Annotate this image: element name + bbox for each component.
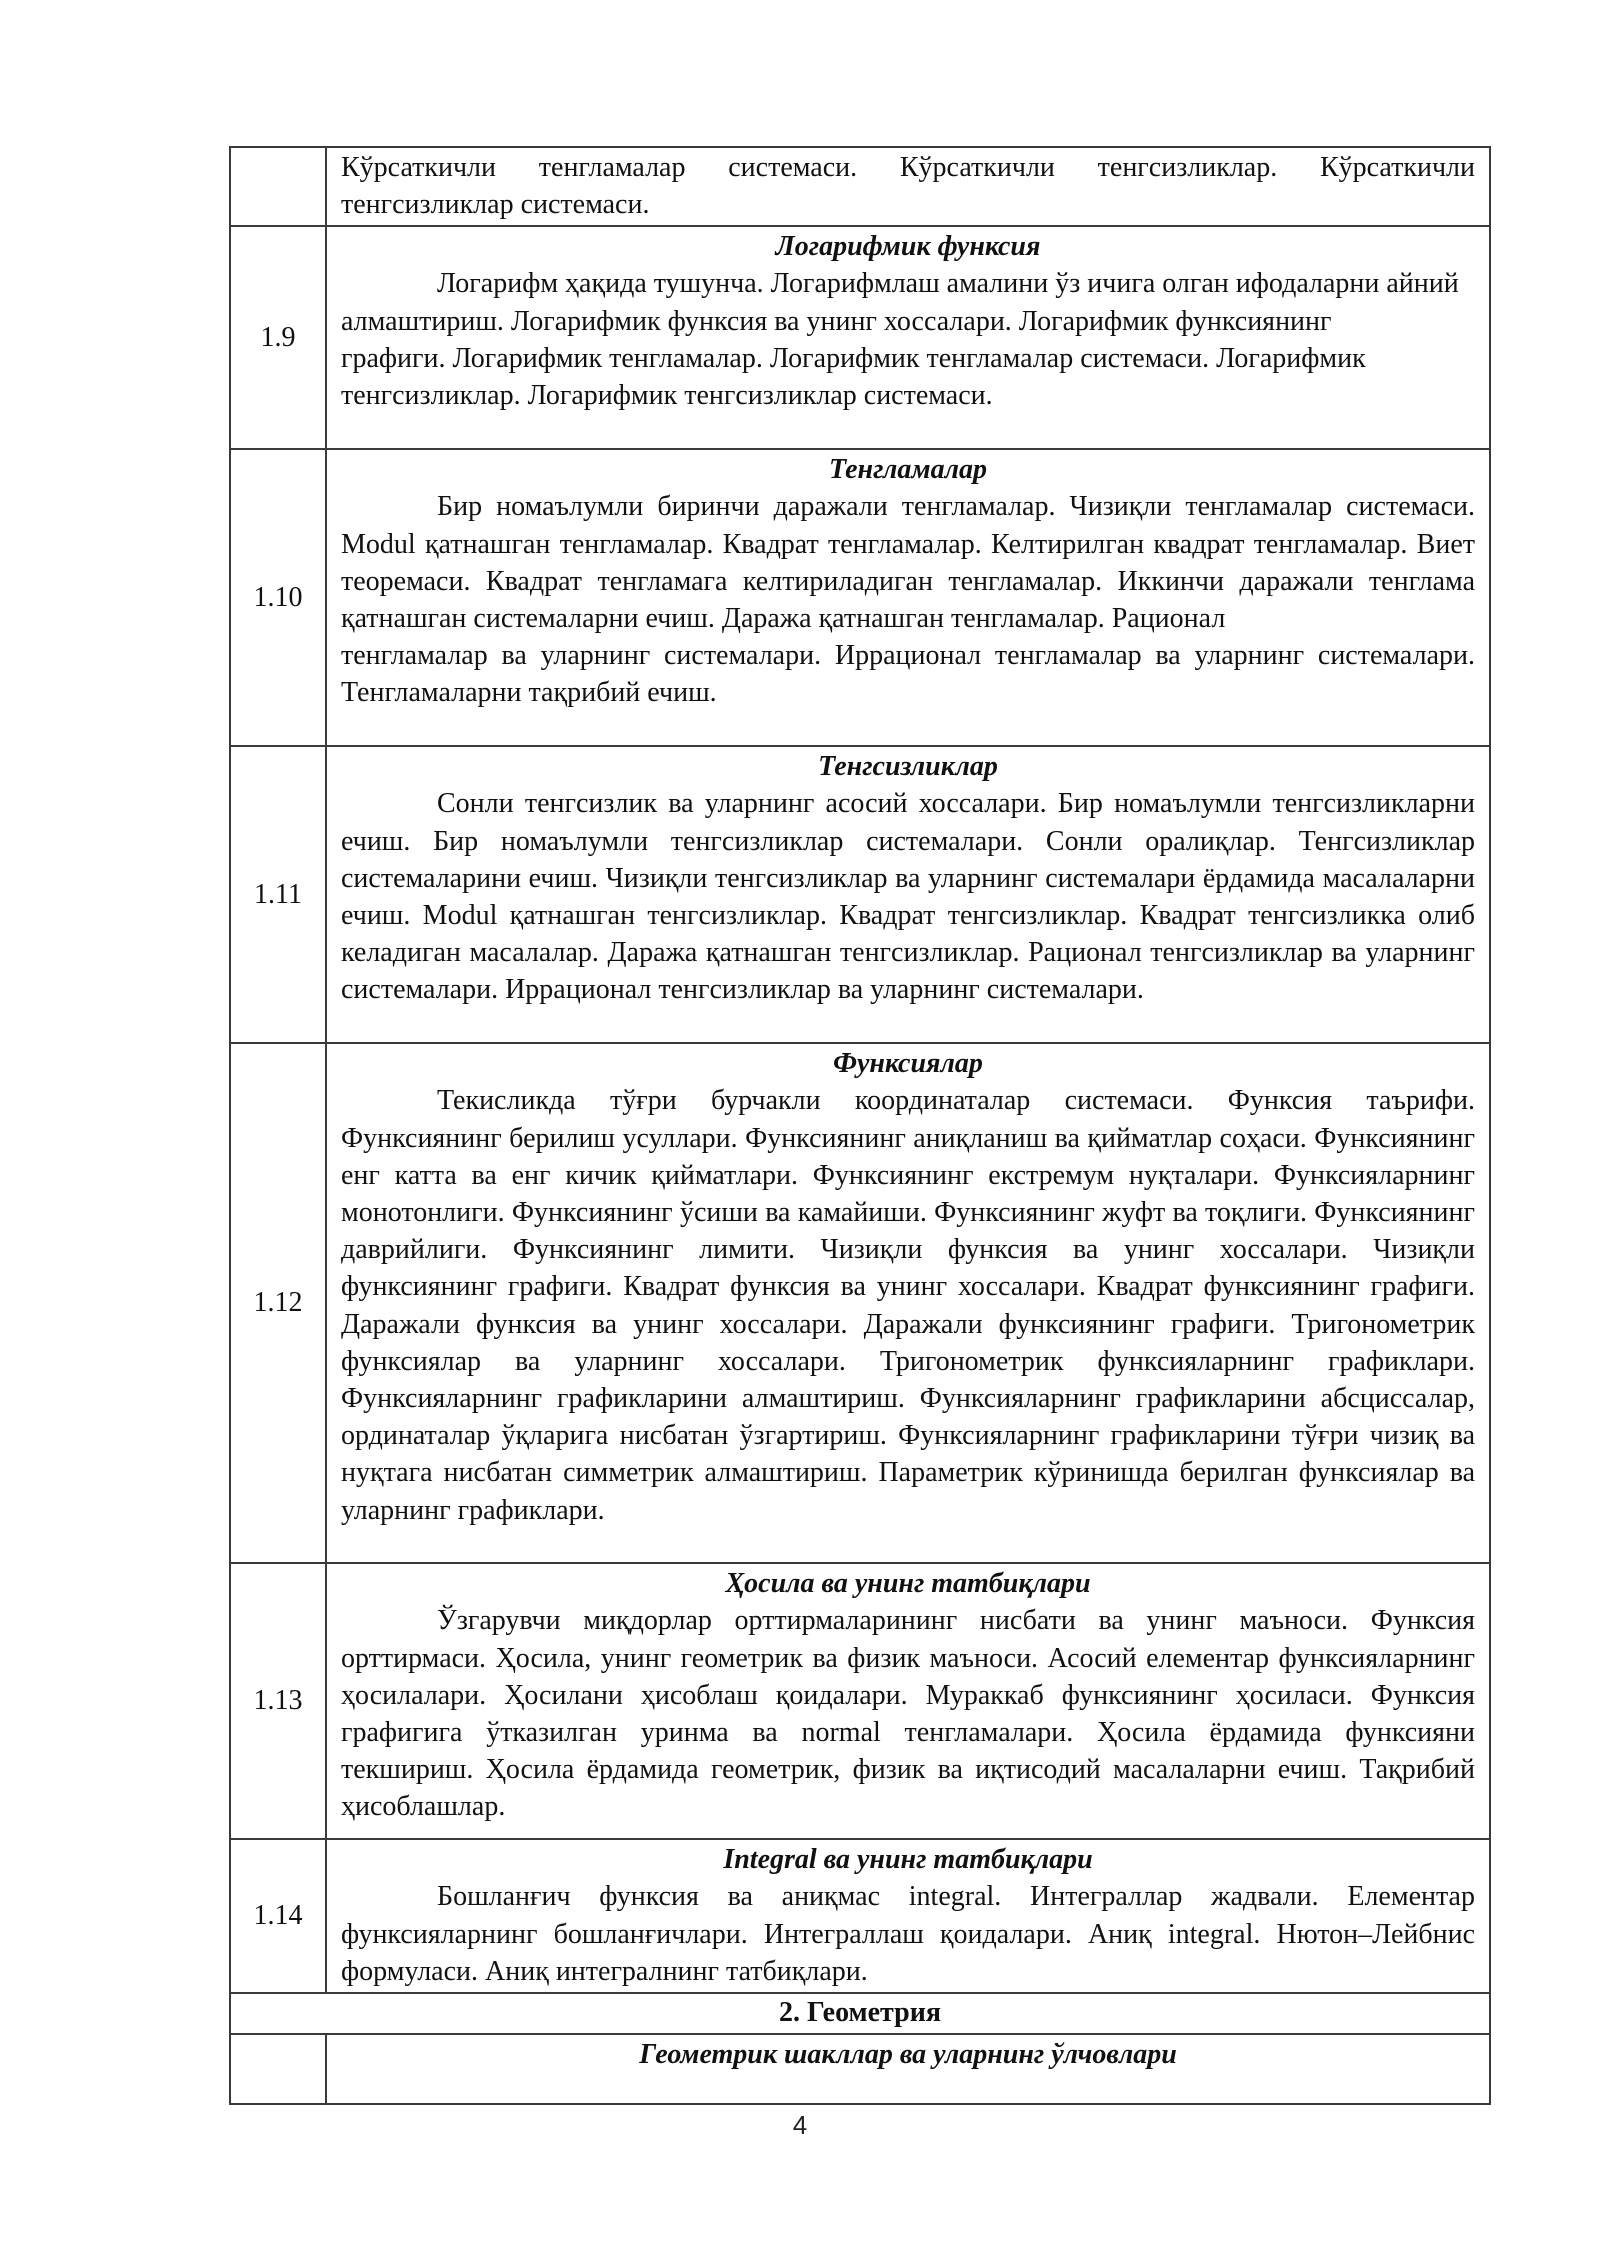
row-number: 1.12 (230, 1043, 326, 1563)
row-number: 1.11 (230, 746, 326, 1043)
row-number-cell (230, 147, 326, 226)
section-text-continued: графиги. Логарифмик тенгламалар. Логарифмик тенгламалар системаси. Логарифмик тенгсизликлар. Логарифмик тенгсизликлар системаси. (341, 342, 1366, 412)
section-text: Логарифм ҳақида тушунча. Логарифмлаш амалини ўз ичига олган ифодаларни айний алмаштириш. Логарифмик функсия ва унинг хоссалари. Логарифмик функсиянинг (341, 268, 1459, 337)
table-row-1-9 (230, 226, 1490, 449)
row-number: 1.14 (230, 1839, 326, 1993)
row-content-cell (326, 746, 1490, 1043)
table-row-1-11 (230, 746, 1490, 1043)
table-row-1-10 (230, 449, 1490, 746)
row-content-cell (326, 226, 1490, 449)
section-text: Текисликда тўғри бурчакли координаталар системаси. Функсия таърифи. Функсиянинг берилиш усуллари. Функсиянинг аниқланиш ва қийматлар соҳаси. Функсиянинг енг катта ва енг кичик қийматлари. Функсиянинг екстремум нуқталари. Функсияларнинг монотонлиги. Функсиянинг ўсиши ва камайиши. Функсиянинг жуфт ва тоқлиги. Функсиянинг даврийлиги. Функсиянинг лимити. Чизиқли функсия ва унинг хоссалари. Чизиқли функсиянинг графиги. Квадрат функсия ва унинг хоссалари. Квадрат функсиянинг графиги. Даражали функсия ва унинг хоссалари. Даражали функсиянинг графиги. Тригонометрик функсиялар ва уларнинг хоссалари. Тригонометрик функсияларнинг графиклари. Функсияларнинг графикларини алмаштириш. Функсияларнинг графикларини абсциссалар, ординаталар ўқларига нисбатан ўзгартириш. Функсияларнинг графикларини тўғри чизиқ ва нуқтага нисбатан симметрик алмаштириш. Параметрик кўринишда берилган функсиялар ва уларнинг графиклари. (341, 1085, 1475, 1526)
page-number: 4 (792, 2110, 808, 2140)
section-text: Ўзгарувчи миқдорлар орттирмаларининг нисбати ва унинг маъноси. Функсия орттирмаси. Ҳосила, унинг геометрик ва физик маъноси. Асосий елементар функсияларнинг ҳосилалари. Ҳосилани ҳисоблаш қоидалари. Мураккаб функсиянинг ҳосиласи. Функсия графигига ўтказилган уринма ва normal тенгламалари. Ҳосила ёрдамида функсияни текшириш. Ҳосила ёрдамида геометрик, физик ва иқтисодий масалаларни ечиш. Тақрибий ҳисоблашлар. (341, 1605, 1475, 1823)
row-number: 1.13 (230, 1563, 326, 1839)
section-title: Логарифмик функсия (775, 231, 1041, 263)
row-content-cell (326, 1563, 1490, 1839)
section-text: Кўрсаткичли тенгламалар системаси. Кўрсаткичли тенгсизликлар. Кўрсаткичли тенгсизликлар системаси. (341, 152, 1475, 221)
table-row-geometry-subtitle (230, 2034, 1490, 2104)
row-number: 1.10 (230, 449, 326, 746)
section-title: Геометрик шакллар ва уларнинг ўлчовлари (639, 2039, 1177, 2071)
geometry-heading: 2. Геометрия (778, 1997, 942, 2029)
section-title: Тенгламалар (829, 454, 987, 486)
row-number-cell (230, 2034, 326, 2104)
section-title: Функсиялар (833, 1048, 983, 1080)
section-text: Бир номаълумли биринчи даражали тенгламалар. Чизиқли тенгламалар системаси. Modul қатнашган тенгламалар. Квадрат тенгламалар. Келтирилган квадрат тенгламалар. Виет теоремаси. Квадрат тенгламага келтириладиган тенгламалар. Иккинчи даражали тенглама қатнашган системаларни ечиш. Даража қатнашган тенгламалар. Рационал (341, 491, 1475, 635)
row-number: 1.9 (230, 226, 326, 449)
row-content-cell (326, 449, 1490, 746)
section-title: Integral ва унинг татбиқлари (723, 1844, 1093, 1876)
row-content-cell (326, 1839, 1490, 1993)
row-content-cell (326, 147, 1490, 226)
row-content-cell (326, 1043, 1490, 1563)
section-title: Тенгсизликлар (818, 751, 998, 783)
row-content-cell (326, 2034, 1490, 2104)
table-row-geometry-heading (230, 1993, 1490, 2034)
table-row (230, 147, 1490, 226)
table-row-1-13 (230, 1563, 1490, 1839)
table-row-1-12 (230, 1043, 1490, 1563)
geometry-heading-cell (230, 1993, 1490, 2034)
section-text: Бошланғич функсия ва аниқмас integral. Интеграллар жадвали. Елементар функсияларнинг бошланғичлари. Интеграллаш қоидалари. Аниқ integral. Нютон–Лейбнис формуласи. Аниқ интегралнинг татбиқлари. (341, 1881, 1475, 1987)
section-text: Сонли тенгсизлик ва уларнинг асосий хоссалари. Бир номаълумли тенгсизликларни ечиш. Бир номаълумли тенгсизликлар системалари. Сонли оралиқлар. Тенгсизликлар системаларини ечиш. Чизиқли тенгсизликлар ва уларнинг системалари ёрдамида масалаларни ечиш. Modul қатнашган тенгсизликлар. Квадрат тенгсизликлар. Квадрат тенгсизликка олиб келадиган масалалар. Даража қатнашган тенгсизликлар. Рационал тенгсизликлар ва уларнинг системалари. Иррационал тенгсизликлар ва уларнинг системалари. (341, 788, 1475, 1006)
table-row-1-14 (230, 1839, 1490, 1993)
section-text-continued: тенгламалар ва уларнинг системалари. Иррационал тенгламалар ва уларнинг системалари. Тенгламаларни тақрибий ечиш. (341, 640, 1475, 709)
section-title: Ҳосила ва унинг татбиқлари (725, 1568, 1091, 1600)
curriculum-table (229, 146, 1491, 2105)
